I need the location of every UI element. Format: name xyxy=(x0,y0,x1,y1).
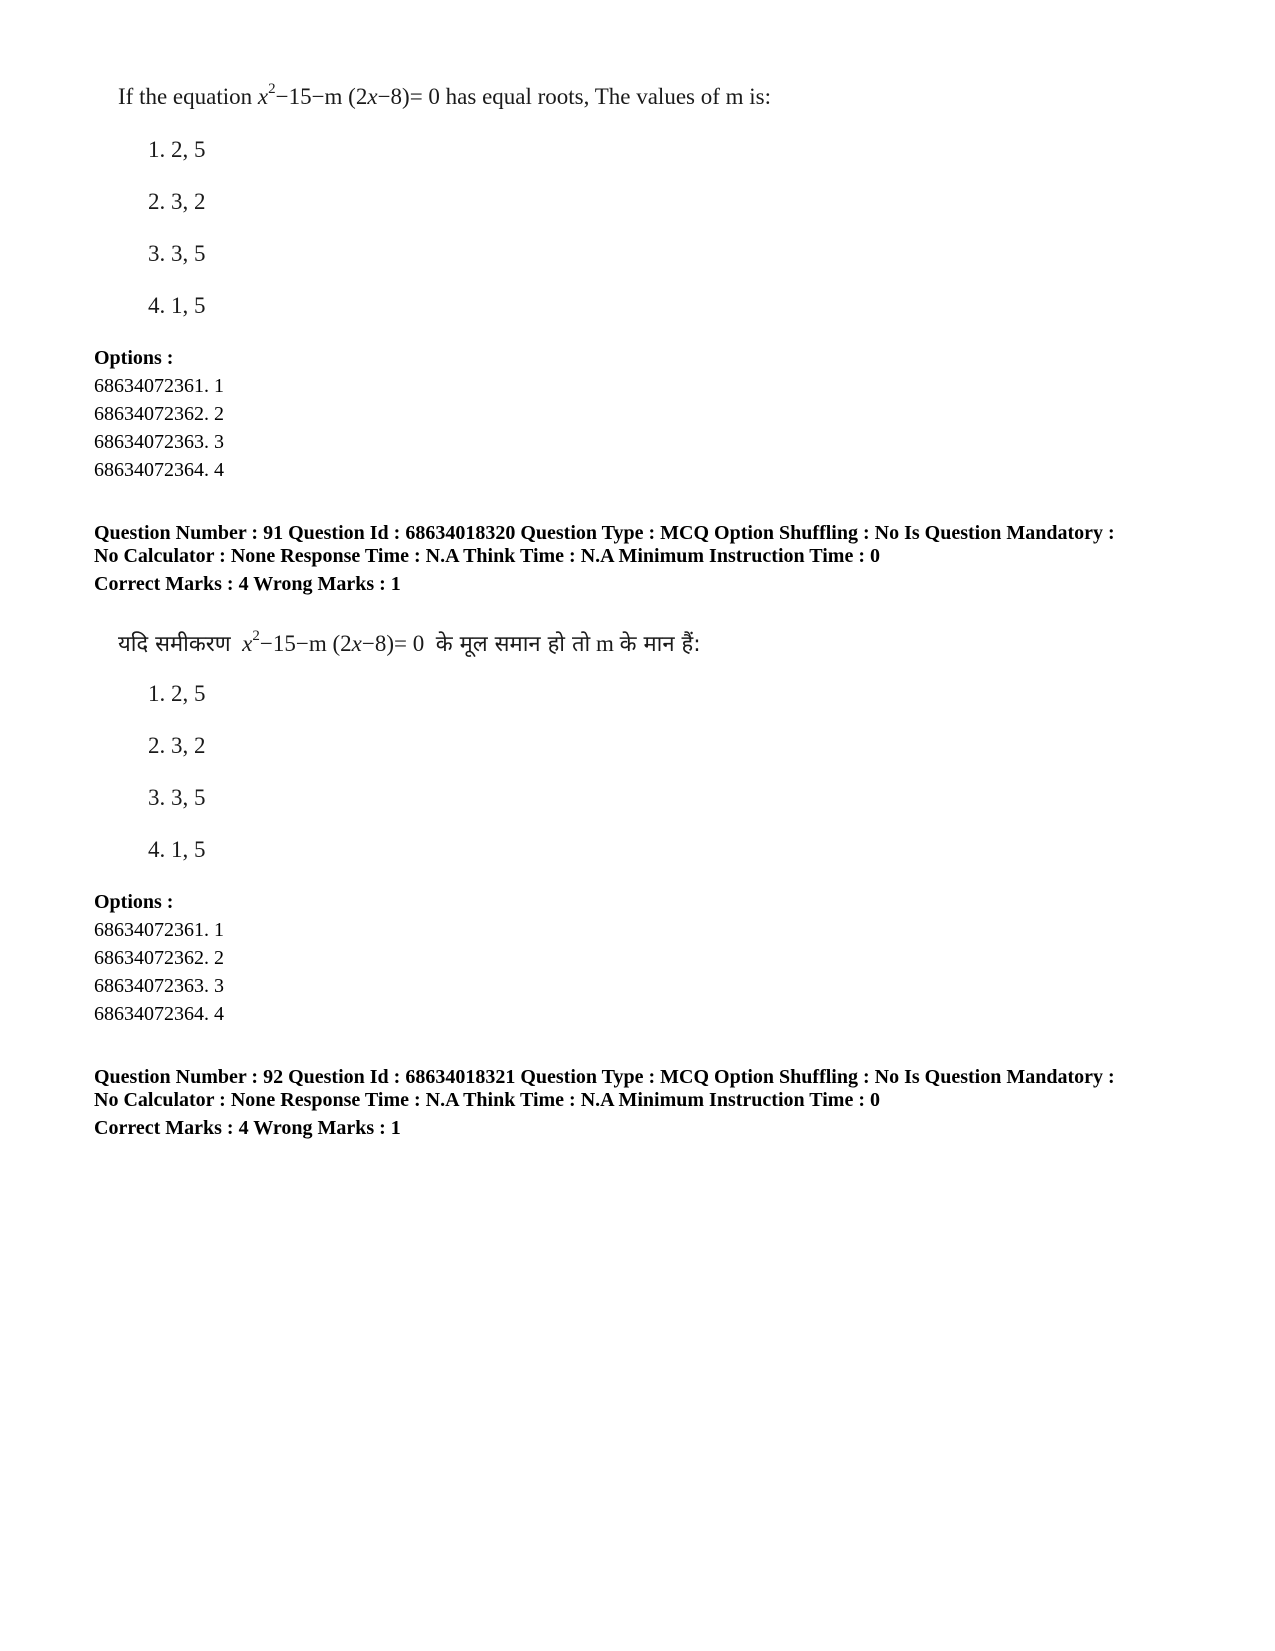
stem-variable: x xyxy=(257,84,269,109)
question-91-meta-line-2: No Calculator : None Response Time : N.A Think Time : N.A Minimum Instruction Time : 0 xyxy=(94,545,880,567)
choice-3: 3. 3, 5 xyxy=(148,241,206,266)
choice-4: 4. 1, 5 xyxy=(148,837,206,862)
stem-variable: x xyxy=(351,631,362,656)
choice-1: 1. 2, 5 xyxy=(148,137,206,162)
stem-text: −8)= 0 xyxy=(361,631,425,656)
option-line: 68634072362. 2 xyxy=(94,403,224,425)
option-line: 68634072363. 3 xyxy=(94,975,224,997)
stem-text: −15−m (2 xyxy=(259,631,352,656)
question-92-marks: Correct Marks : 4 Wrong Marks : 1 xyxy=(94,1117,401,1139)
stem-exponent: 2 xyxy=(252,628,260,645)
stem-variable: x xyxy=(242,631,253,656)
stem-variable: x xyxy=(367,84,378,109)
stem-text: −15−m (2 xyxy=(275,84,368,109)
choice-4: 4. 1, 5 xyxy=(148,293,206,318)
question-92-meta-line-1: Question Number : 92 Question Id : 68634018321 Question Type : MCQ Option Shuffling : No Is Question Mandatory : xyxy=(94,1066,1115,1088)
option-line: 68634072364. 4 xyxy=(94,459,224,481)
options-heading: Options : xyxy=(94,891,174,913)
option-line: 68634072364. 4 xyxy=(94,1003,224,1025)
option-line: 68634072361. 1 xyxy=(94,375,224,397)
option-line: 68634072363. 3 xyxy=(94,431,224,453)
choice-1: 1. 2, 5 xyxy=(148,681,206,706)
question-91-marks: Correct Marks : 4 Wrong Marks : 1 xyxy=(94,573,401,595)
choice-2: 2. 3, 2 xyxy=(148,733,206,758)
question-stem-english xyxy=(118,81,772,110)
option-line: 68634072361. 1 xyxy=(94,919,224,941)
options-heading: Options : xyxy=(94,347,174,369)
stem-variable-m: m xyxy=(595,631,614,656)
option-line: 68634072362. 2 xyxy=(94,947,224,969)
stem-exponent: 2 xyxy=(268,81,276,98)
choice-3: 3. 3, 5 xyxy=(148,785,206,810)
choice-2: 2. 3, 2 xyxy=(148,189,206,214)
stem-text-hindi: के मूल समान हो तो xyxy=(435,632,591,657)
question-stem-hindi xyxy=(118,628,701,658)
stem-text: If the equation xyxy=(118,84,258,109)
question-92-meta-line-2: No Calculator : None Response Time : N.A Think Time : N.A Minimum Instruction Time : 0 xyxy=(94,1089,880,1111)
stem-text: −8)= 0 has equal roots, The values of m is: xyxy=(377,84,772,109)
stem-text-hindi: यदि समीकरण xyxy=(118,632,231,657)
question-91-meta-line-1: Question Number : 91 Question Id : 68634018320 Question Type : MCQ Option Shuffling : No Is Question Mandatory : xyxy=(94,522,1115,544)
stem-text-hindi: के मान हैं: xyxy=(619,632,701,657)
